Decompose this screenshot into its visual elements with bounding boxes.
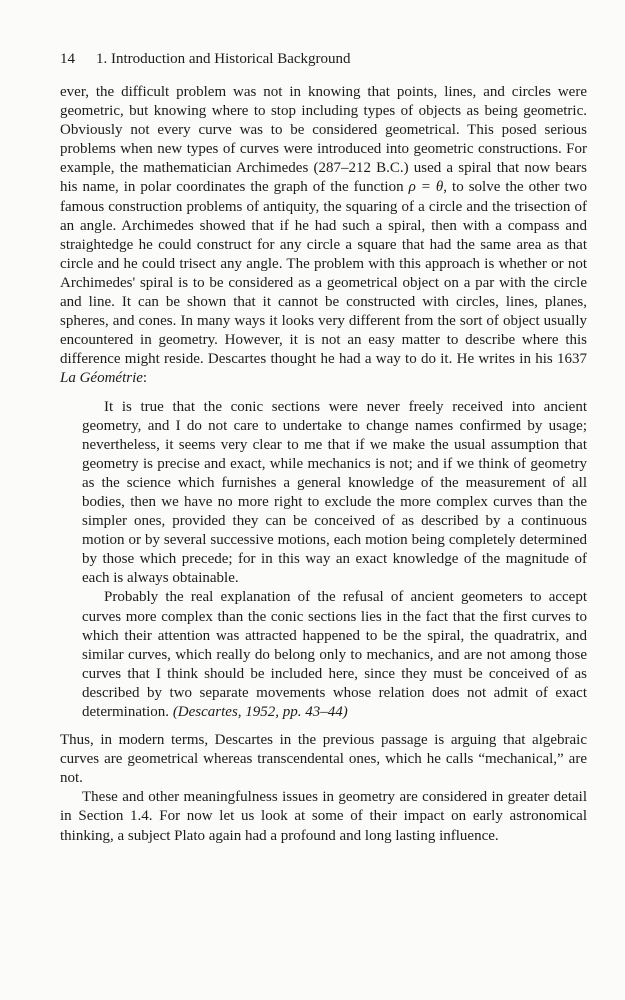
paragraph-text: : [142,370,148,387]
paragraph-text: , to solve the other two famous construction problems of antiquity, the squaring of a circle and the trisection of an angle. Archimedes showed that if he had such a spiral, then with a compass and straightedge he could construct for any circle a square that had the same area as that circle and he could trisect any angle. The problem with this approach is whether or not Archimedes' spiral is to be considered as a geometrical object on a par with the circle and line. It can be shown that it cannot be constructed with circles, lines, planes, spheres, and cones. In many ways it looks very different from the sort of object usually encountered in geometry. However, it is not an easy matter to describe where this difference might reside. Descartes thought he had a way to do it. He writes in his 1637 [60,179,587,368]
paragraph-modern-terms: Thus, in modern terms, Descartes in the previous passage is arguing that algebraic curves are geometrical whereas transcendental ones, which he calls “mechanical,” are not. [60,732,587,787]
running-header [60,50,351,68]
running-title: 1. Introduction and Historical Background [96,51,351,67]
paragraph-archimedes-spiral [60,83,587,389]
polar-formula: ρ = θ [408,179,444,196]
quote-paragraph-1: It is true that the conic sections were never freely received into ancient geometry, and I do not care to undertake to change names confirmed by usage; nevertheless, it seems very clear to me that if we make the usual assumption that geometry is precise and exact, while mechanics is not; and if we think of geometry as the science which furnishes a general knowledge of the measurement of all bodies, then we have no more right to exclude the more complex curves than the simpler ones, provided they can be conceived of as described by a continuous motion or by several successive motions, each motion being completely determined by those which precede; for in this way an exact knowledge of the magnitude of each is always obtainable. [82,398,587,587]
paragraph-meaningfulness: These and other meaningfulness issues in geometry are considered in greater detail in Section 1.4. For now let us look at some of their impact on early astronomical thinking, a subject Plato again had a profound and long lasting influence. [60,789,587,844]
block-quote [82,398,587,723]
quote-paragraph-2 [82,588,587,722]
page-number: 14 [60,51,75,67]
citation: (Descartes, 1952, pp. 43–44) [172,704,348,720]
main-text [60,83,587,846]
quote-text: Probably the real explanation of the refusal of ancient geometers to accept curves more complex than the conic sections lies in the fact that the first curves to which their attention was attracted happened to be the spiral, the quadratrix, and similar curves, which really do belong only to mechanics, and are not among those curves that I think should be included here, since they must be conceived of as described by two separate movements whose relation does not admit of exact determination. [82,589,587,720]
paragraph-text: ever, the difficult problem was not in knowing that points, lines, and circles were geometric, but knowing where to stop including types of objects as being geometric. Obviously not every curve was to be considered geometrical. This posed serious problems when new types of curves were introduced into geometric constructions. For example, the mathematician Archimedes (287–212 B.C.) used a spiral that now bears his name, in polar coordinates the graph of the function [60,84,587,196]
book-title: La Géométrie [60,370,143,387]
